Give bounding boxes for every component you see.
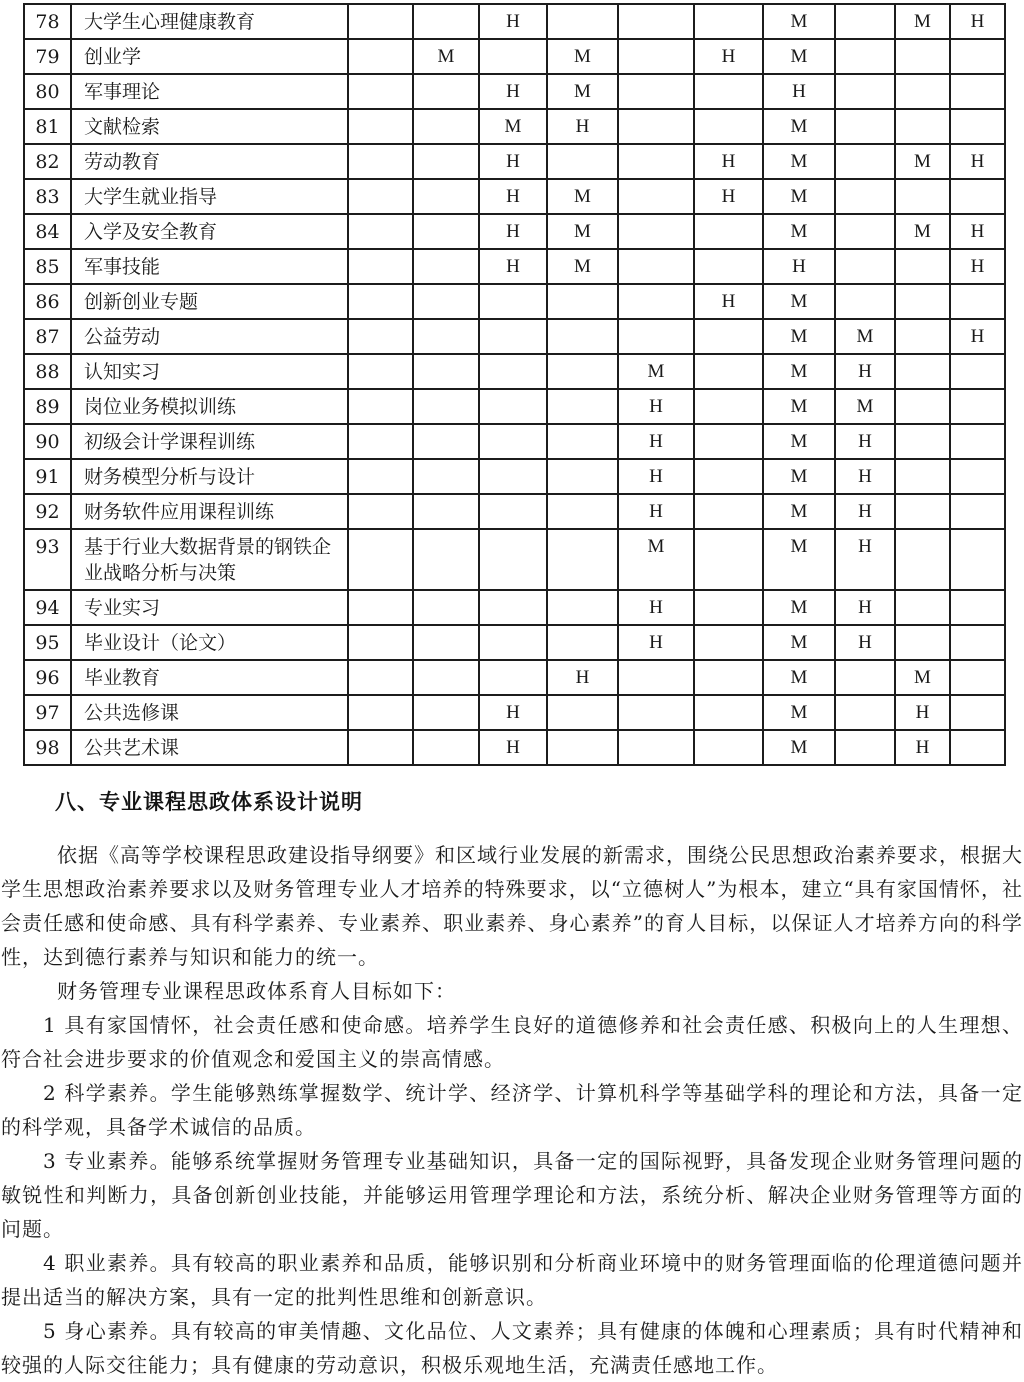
mark-cell — [950, 284, 1005, 319]
mark-cell — [694, 590, 763, 625]
mark-cell: M — [479, 109, 547, 144]
mark-cell: M — [547, 249, 618, 284]
mark-cell — [895, 494, 950, 529]
mark-cell — [413, 4, 479, 39]
mark-cell — [895, 459, 950, 494]
mark-cell — [479, 529, 547, 590]
mark-cell — [835, 284, 895, 319]
mark-cell — [547, 284, 618, 319]
mark-cell — [835, 179, 895, 214]
course-number-cell: 82 — [24, 144, 71, 179]
mark-cell: H — [763, 74, 835, 109]
mark-cell — [348, 354, 413, 389]
mark-cell — [694, 109, 763, 144]
mark-cell — [895, 39, 950, 74]
mark-cell: M — [763, 529, 835, 590]
mark-cell — [348, 179, 413, 214]
mark-cell — [348, 284, 413, 319]
mark-cell — [835, 74, 895, 109]
mark-cell — [618, 214, 694, 249]
table-row — [24, 529, 1005, 590]
mark-cell — [413, 625, 479, 660]
mark-cell — [950, 695, 1005, 730]
course-number-cell: 88 — [24, 354, 71, 389]
course-name-cell: 大学生心理健康教育 — [71, 4, 348, 39]
course-number-cell: 84 — [24, 214, 71, 249]
course-number-cell: 96 — [24, 660, 71, 695]
mark-cell — [950, 660, 1005, 695]
mark-cell: M — [763, 144, 835, 179]
course-number-cell: 86 — [24, 284, 71, 319]
mark-cell: H — [835, 354, 895, 389]
course-name-cell: 毕业设计（论文） — [71, 625, 348, 660]
mark-cell — [895, 424, 950, 459]
mark-cell: H — [618, 590, 694, 625]
course-name-cell: 基于行业大数据背景的钢铁企业战略分析与决策 — [71, 529, 348, 590]
mark-cell — [413, 144, 479, 179]
mark-cell: H — [479, 4, 547, 39]
mark-cell — [348, 319, 413, 354]
body-text — [1, 838, 1023, 1382]
mark-cell: H — [479, 74, 547, 109]
course-name-cell: 文献检索 — [71, 109, 348, 144]
mark-cell: M — [547, 214, 618, 249]
mark-cell: M — [763, 214, 835, 249]
mark-cell — [547, 590, 618, 625]
table-row — [24, 144, 1005, 179]
table-row — [24, 625, 1005, 660]
table-row — [24, 214, 1005, 249]
mark-cell — [413, 459, 479, 494]
mark-cell — [835, 144, 895, 179]
course-name-cell: 初级会计学课程训练 — [71, 424, 348, 459]
mark-cell — [413, 424, 479, 459]
mark-cell — [835, 39, 895, 74]
mark-cell — [413, 74, 479, 109]
mark-cell — [895, 284, 950, 319]
mark-cell: M — [763, 39, 835, 74]
mark-cell — [694, 74, 763, 109]
mark-cell: M — [763, 660, 835, 695]
mark-cell: H — [694, 284, 763, 319]
mark-cell: H — [479, 730, 547, 765]
mark-cell: M — [763, 319, 835, 354]
mark-cell: H — [479, 144, 547, 179]
mark-cell — [950, 179, 1005, 214]
mark-cell — [348, 389, 413, 424]
mark-cell — [618, 660, 694, 695]
mark-cell — [479, 354, 547, 389]
mark-cell: H — [950, 214, 1005, 249]
mark-cell — [835, 109, 895, 144]
mark-cell: H — [895, 730, 950, 765]
course-name-cell: 军事理论 — [71, 74, 348, 109]
mark-cell — [694, 249, 763, 284]
mark-cell — [950, 494, 1005, 529]
course-name-cell: 岗位业务模拟训练 — [71, 389, 348, 424]
mark-cell — [348, 144, 413, 179]
table-row — [24, 179, 1005, 214]
mark-cell — [618, 249, 694, 284]
mark-cell — [835, 730, 895, 765]
mark-cell — [348, 39, 413, 74]
mark-cell: H — [547, 660, 618, 695]
mark-cell — [950, 590, 1005, 625]
mark-cell — [413, 179, 479, 214]
mark-cell — [694, 494, 763, 529]
mark-cell: H — [694, 144, 763, 179]
mark-cell — [479, 39, 547, 74]
table-row — [24, 109, 1005, 144]
course-name-cell: 财务软件应用课程训练 — [71, 494, 348, 529]
course-alignment-table — [23, 3, 1006, 766]
course-name-cell: 创业学 — [71, 39, 348, 74]
mark-cell — [348, 695, 413, 730]
mark-cell — [694, 4, 763, 39]
table-row — [24, 319, 1005, 354]
table-row — [24, 74, 1005, 109]
mark-cell: H — [763, 249, 835, 284]
mark-cell: H — [950, 4, 1005, 39]
table-row — [24, 284, 1005, 319]
mark-cell — [618, 319, 694, 354]
table-row — [24, 660, 1005, 695]
mark-cell — [348, 494, 413, 529]
mark-cell — [950, 730, 1005, 765]
mark-cell — [348, 214, 413, 249]
table-row — [24, 494, 1005, 529]
mark-cell — [618, 39, 694, 74]
mark-cell: M — [763, 4, 835, 39]
mark-cell — [950, 424, 1005, 459]
mark-cell — [694, 389, 763, 424]
mark-cell: M — [895, 214, 950, 249]
course-table-body — [24, 4, 1005, 765]
mark-cell — [413, 389, 479, 424]
mark-cell — [348, 590, 413, 625]
mark-cell: H — [479, 249, 547, 284]
mark-cell — [694, 354, 763, 389]
table-row — [24, 354, 1005, 389]
mark-cell — [618, 4, 694, 39]
mark-cell — [547, 625, 618, 660]
mark-cell: M — [763, 109, 835, 144]
mark-cell — [348, 74, 413, 109]
mark-cell: M — [547, 179, 618, 214]
course-number-cell: 79 — [24, 39, 71, 74]
mark-cell — [835, 4, 895, 39]
mark-cell — [479, 625, 547, 660]
mark-cell: M — [763, 590, 835, 625]
mark-cell — [479, 494, 547, 529]
mark-cell — [348, 109, 413, 144]
course-number-cell: 90 — [24, 424, 71, 459]
mark-cell — [479, 459, 547, 494]
mark-cell: H — [835, 424, 895, 459]
mark-cell — [348, 459, 413, 494]
mark-cell — [547, 319, 618, 354]
mark-cell — [694, 730, 763, 765]
body-paragraph: 1 具有家国情怀，社会责任感和使命感。培养学生良好的道德修养和社会责任感、积极向上的人生理想、符合社会进步要求的价值观念和爱国主义的崇高情感。 — [1, 1013, 1023, 1071]
section-heading: 八、专业课程思政体系设计说明 — [55, 790, 363, 814]
course-number-cell: 85 — [24, 249, 71, 284]
mark-cell: M — [763, 494, 835, 529]
mark-cell — [618, 695, 694, 730]
mark-cell: M — [763, 730, 835, 765]
mark-cell: H — [835, 625, 895, 660]
mark-cell — [950, 389, 1005, 424]
mark-cell: M — [763, 354, 835, 389]
mark-cell — [950, 529, 1005, 590]
body-paragraph: 依据《高等学校课程思政建设指导纲要》和区域行业发展的新需求，围绕公民思想政治素养要求，根据大学生思想政治素养要求以及财务管理专业人才培养的特殊要求，以“立德树人”为根本，建立“具有家国情怀，社会责任感和使命感、具有科学素养、专业素养、职业素养、身心素养”的育人目标，以保证人才培养方向的科学性，达到德行素养与知识和能力的统一。 — [1, 843, 1023, 969]
mark-cell — [950, 354, 1005, 389]
mark-cell: M — [618, 354, 694, 389]
course-name-cell: 大学生就业指导 — [71, 179, 348, 214]
mark-cell — [348, 529, 413, 590]
body-paragraph: 3 专业素养。能够系统掌握财务管理专业基础知识，具备一定的国际视野，具备发现企业财务管理问题的敏锐性和判断力，具备创新创业技能，并能够运用管理学理论和方法，系统分析、解决企业财务管理等方面的问题。 — [1, 1149, 1023, 1241]
course-name-cell: 入学及安全教育 — [71, 214, 348, 249]
mark-cell — [694, 695, 763, 730]
mark-cell — [895, 109, 950, 144]
course-name-cell: 财务模型分析与设计 — [71, 459, 348, 494]
mark-cell — [694, 529, 763, 590]
mark-cell — [694, 424, 763, 459]
mark-cell — [479, 284, 547, 319]
mark-cell: H — [835, 590, 895, 625]
mark-cell — [547, 424, 618, 459]
course-name-cell: 认知实习 — [71, 354, 348, 389]
mark-cell: M — [895, 660, 950, 695]
mark-cell — [895, 249, 950, 284]
mark-cell — [413, 590, 479, 625]
mark-cell — [348, 4, 413, 39]
mark-cell: M — [763, 625, 835, 660]
mark-cell — [547, 389, 618, 424]
mark-cell — [895, 625, 950, 660]
mark-cell — [547, 459, 618, 494]
course-number-cell: 97 — [24, 695, 71, 730]
course-number-cell: 83 — [24, 179, 71, 214]
mark-cell — [950, 74, 1005, 109]
mark-cell — [618, 74, 694, 109]
course-number-cell: 94 — [24, 590, 71, 625]
course-name-cell: 公共艺术课 — [71, 730, 348, 765]
table-row — [24, 459, 1005, 494]
mark-cell — [547, 695, 618, 730]
mark-cell — [835, 660, 895, 695]
course-name-cell: 创新创业专题 — [71, 284, 348, 319]
mark-cell — [835, 249, 895, 284]
mark-cell — [479, 389, 547, 424]
mark-cell — [348, 660, 413, 695]
mark-cell — [413, 249, 479, 284]
mark-cell — [413, 695, 479, 730]
mark-cell: M — [763, 424, 835, 459]
mark-cell: H — [618, 494, 694, 529]
mark-cell — [413, 660, 479, 695]
course-number-cell: 92 — [24, 494, 71, 529]
mark-cell: M — [763, 284, 835, 319]
mark-cell: H — [950, 144, 1005, 179]
mark-cell — [895, 179, 950, 214]
mark-cell: M — [895, 144, 950, 179]
mark-cell — [895, 389, 950, 424]
mark-cell: M — [835, 319, 895, 354]
mark-cell — [950, 459, 1005, 494]
body-paragraph: 财务管理专业课程思政体系育人目标如下： — [57, 979, 456, 1003]
mark-cell: M — [618, 529, 694, 590]
body-paragraph: 4 职业素养。具有较高的职业素养和品质，能够识别和分析商业环境中的财务管理面临的伦理道德问题并提出适当的解决方案，具有一定的批判性思维和创新意识。 — [1, 1251, 1023, 1309]
table-row — [24, 389, 1005, 424]
mark-cell — [413, 319, 479, 354]
mark-cell: M — [763, 459, 835, 494]
mark-cell — [895, 74, 950, 109]
mark-cell: H — [618, 424, 694, 459]
table-row — [24, 590, 1005, 625]
course-alignment-table-wrap — [23, 3, 1006, 766]
course-number-cell: 81 — [24, 109, 71, 144]
mark-cell: H — [479, 695, 547, 730]
table-row — [24, 695, 1005, 730]
course-number-cell: 87 — [24, 319, 71, 354]
mark-cell — [348, 730, 413, 765]
mark-cell: H — [950, 249, 1005, 284]
course-name-cell: 毕业教育 — [71, 660, 348, 695]
mark-cell: H — [835, 459, 895, 494]
body-paragraph: 5 身心素养。具有较高的审美情趣、文化品位、人文素养；具有健康的体魄和心理素质；具有时代精神和较强的人际交往能力；具有健康的劳动意识，积极乐观地生活，充满责任感地工作。 — [1, 1319, 1023, 1377]
course-number-cell: 78 — [24, 4, 71, 39]
table-row — [24, 4, 1005, 39]
mark-cell — [547, 529, 618, 590]
mark-cell: M — [547, 39, 618, 74]
table-row — [24, 730, 1005, 765]
mark-cell — [413, 109, 479, 144]
course-name-cell: 公共选修课 — [71, 695, 348, 730]
mark-cell — [479, 319, 547, 354]
mark-cell: H — [694, 39, 763, 74]
mark-cell — [835, 214, 895, 249]
mark-cell — [618, 179, 694, 214]
mark-cell: M — [763, 179, 835, 214]
table-row — [24, 424, 1005, 459]
mark-cell — [413, 354, 479, 389]
mark-cell: H — [547, 109, 618, 144]
mark-cell — [950, 109, 1005, 144]
course-name-cell: 劳动教育 — [71, 144, 348, 179]
mark-cell: M — [763, 389, 835, 424]
mark-cell — [895, 529, 950, 590]
mark-cell — [479, 424, 547, 459]
mark-cell: H — [618, 625, 694, 660]
mark-cell — [835, 695, 895, 730]
mark-cell — [694, 214, 763, 249]
mark-cell: H — [618, 389, 694, 424]
mark-cell — [950, 39, 1005, 74]
course-number-cell: 80 — [24, 74, 71, 109]
mark-cell — [413, 214, 479, 249]
mark-cell — [694, 660, 763, 695]
mark-cell — [618, 284, 694, 319]
mark-cell — [348, 625, 413, 660]
mark-cell — [413, 730, 479, 765]
mark-cell — [547, 4, 618, 39]
mark-cell: H — [895, 695, 950, 730]
mark-cell: M — [547, 74, 618, 109]
mark-cell — [547, 144, 618, 179]
table-row — [24, 39, 1005, 74]
mark-cell: M — [835, 389, 895, 424]
mark-cell — [618, 109, 694, 144]
course-number-cell: 95 — [24, 625, 71, 660]
mark-cell — [618, 730, 694, 765]
course-number-cell: 91 — [24, 459, 71, 494]
mark-cell — [694, 319, 763, 354]
course-name-cell: 公益劳动 — [71, 319, 348, 354]
course-number-cell: 93 — [24, 529, 71, 590]
course-name-cell: 军事技能 — [71, 249, 348, 284]
mark-cell: H — [479, 214, 547, 249]
mark-cell: H — [694, 179, 763, 214]
course-number-cell: 89 — [24, 389, 71, 424]
mark-cell: M — [413, 39, 479, 74]
mark-cell — [413, 529, 479, 590]
mark-cell: M — [895, 4, 950, 39]
mark-cell — [895, 354, 950, 389]
mark-cell: H — [835, 494, 895, 529]
mark-cell — [413, 284, 479, 319]
mark-cell: H — [950, 319, 1005, 354]
table-row — [24, 249, 1005, 284]
mark-cell — [618, 144, 694, 179]
mark-cell — [547, 730, 618, 765]
mark-cell — [348, 424, 413, 459]
mark-cell — [479, 590, 547, 625]
mark-cell — [348, 249, 413, 284]
mark-cell — [694, 459, 763, 494]
course-number-cell: 98 — [24, 730, 71, 765]
mark-cell: H — [835, 529, 895, 590]
mark-cell — [895, 319, 950, 354]
body-paragraph: 2 科学素养。学生能够熟练掌握数学、统计学、经济学、计算机科学等基础学科的理论和方法，具备一定的科学观，具备学术诚信的品质。 — [1, 1081, 1023, 1139]
mark-cell: H — [479, 179, 547, 214]
mark-cell — [895, 590, 950, 625]
mark-cell — [950, 625, 1005, 660]
mark-cell — [413, 494, 479, 529]
mark-cell — [479, 660, 547, 695]
mark-cell: M — [763, 695, 835, 730]
course-name-cell: 专业实习 — [71, 590, 348, 625]
mark-cell — [547, 354, 618, 389]
mark-cell: H — [618, 459, 694, 494]
mark-cell — [694, 625, 763, 660]
mark-cell — [547, 494, 618, 529]
